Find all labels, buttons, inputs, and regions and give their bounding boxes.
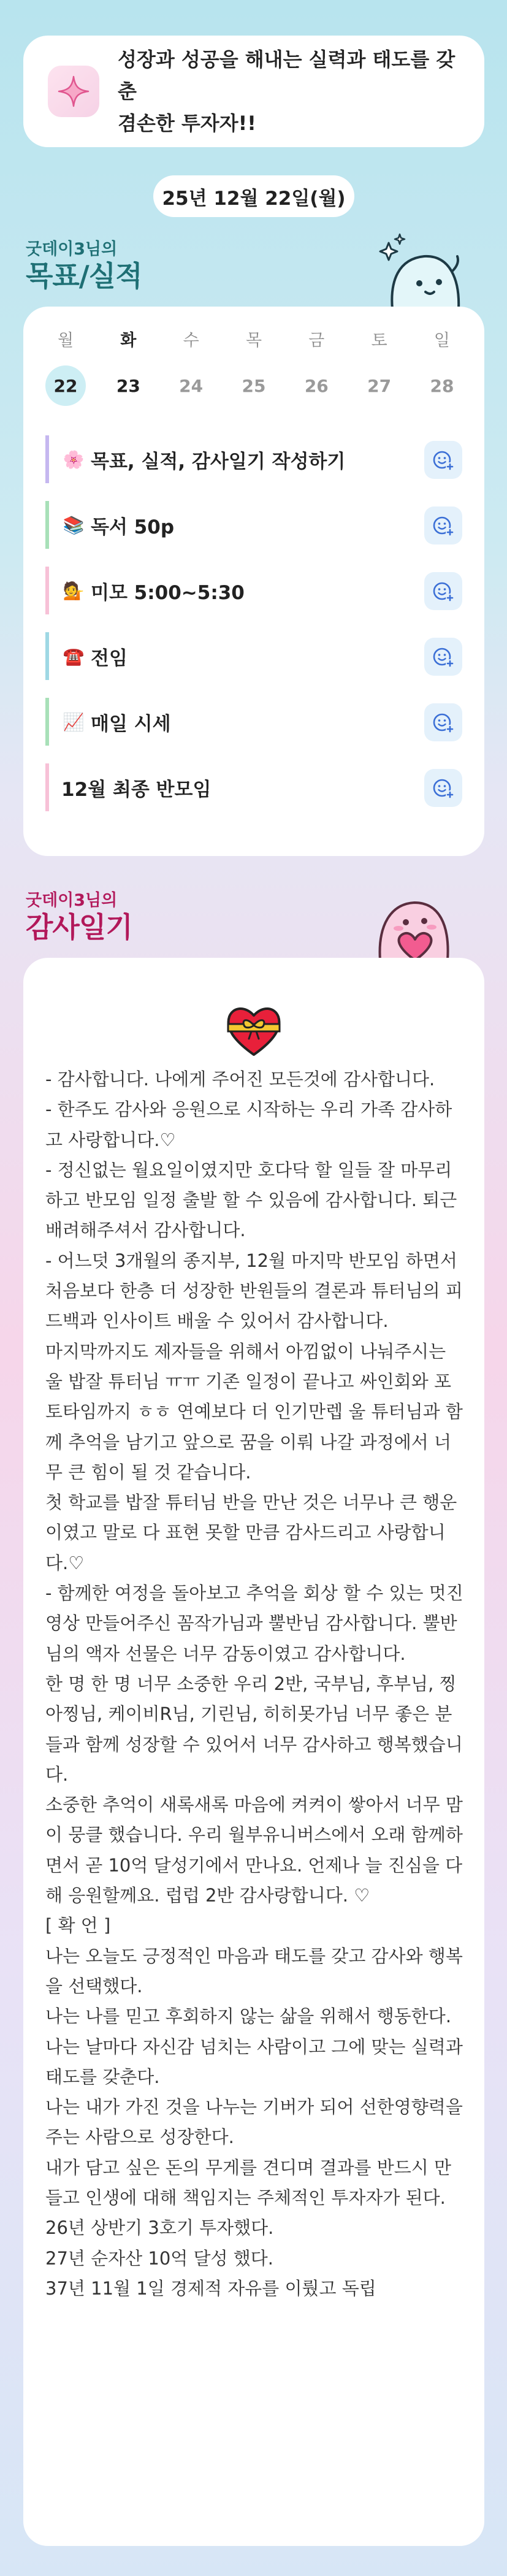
smiley-plus-icon: [431, 710, 456, 735]
gratitude-journal-text: - 감사합니다. 나에게 주어진 모든것에 감사합니다. - 한주도 감사와 응원으로 시작하는 우리 가족 감사하고 사랑합니다.♡ - 정신없는 월요일이였지만 호다닥 할 일들 잘 마무리하고 반모임 일정 출발 할 수 있음에 감사합니다. 퇴근 배려해주셔서 감사합니다. - 어느덧 3개월의 종지부, 12월 마지막 반모임 하면서 처음보다 한층 더 성장한 반원들의 결론과 튜터님의 피드백과 인사이트 배울 수 있어서 감사합니다. 마지막까지도 제자들을 위해서 아낌없이 나눠주시는 울 밥잘 튜터님 ㅠㅠ 기존 일정이 끝나고 싸인회와 포토타임까지 ㅎㅎ 연예보다 더 인기만렙 울 튜터님과 함께 추억을 남기고 앞으로 꿈을 이뤄 나갈 과정에서 너무 큰 힘이 될 것 같습니다. 첫 학교를 밥잘 튜터님 반을 만난 것은 너무나 큰 행운이였고 말로 다 표현 못할 만큼 감사드리고 사랑합니다.♡ - 함께한 여정을 돌아보고 추억을 회상 할 수 있는 멋진 영상 만들어주신 꼼작가님과 뿔반님 감사합니다. 뿔반님의 액자 선물은 너무 감동이였고 감사합니다. 한 명 한 명 너무 소중한 우리 2반, 국부님, 후부님, 찡아찡님, 케이비R님, 기린님, 히히못가님 너무 좋은 분들과 함께 성장할 수 있어서 너무 감사하고 행복했습니다. 소중한 추억이 새록새록 마음에 켜켜이 쌓아서 너무 맘이 뭉클 했습니다. 우리 월부유니버스에서 오래 함께하면서 곧 10억 달성기에서 만나요. 언제나 늘 진심을 다해 응원할께요. 럽럽 2반 감사랑합니다. ♡ [ 확 언 ] 나는 오늘도 긍정적인 마음과 태도를 갖고 감사와 행복을 선택했다. 나는 나를 믿고 후회하지 않는 삶을 위해서 행동한다. 나는 날마다 자신감 넘치는 사람이고 그에 맞는 실력과 태도를 갖춘다. 나는 내가 가진 것을 나누는 기버가 되어 선한영향력을 주는 사람으로 성장한다. 내가 담고 싶은 돈의 무게를 견디며 결과를 반드시 만들고 인생에 대해 책임지는 주체적인 투자자가 된다. 26년 상반기 3호기 투자했다. 27년 순자산 10억 달성 했다. 37년 11월 1일 경제적 자유를 이뤘고 독립: [45, 1069, 463, 2299]
day-name: 화: [120, 331, 137, 350]
day-number[interactable]: 27: [367, 375, 392, 396]
day-name: 목: [245, 331, 262, 350]
day-number-selected[interactable]: 22: [45, 365, 86, 406]
mascot-peek-icon: [368, 232, 466, 309]
goals-subtitle: 굿데이3님의: [26, 240, 118, 259]
motto-banner: [23, 36, 484, 147]
add-reaction-button[interactable]: [424, 638, 462, 676]
day-number[interactable]: 26: [304, 375, 329, 396]
task-label: 매일 시세: [91, 713, 171, 735]
motto-text: 성장과 성공을 해내는 실력과 태도를 갖춘 겸손한 투자자!!: [118, 48, 456, 135]
day-name: 금: [308, 331, 325, 350]
calendar-day[interactable]: [421, 329, 463, 406]
add-reaction-button[interactable]: [424, 572, 462, 610]
task-label: 목표, 실적, 감사일기 작성하기: [91, 450, 346, 473]
telephone-icon: ☎️: [63, 646, 85, 667]
gratitude-card: [23, 958, 484, 2546]
mascot-heart-icon: [367, 883, 459, 960]
day-name: 월: [57, 331, 74, 350]
task-item[interactable]: [45, 698, 462, 746]
chart-increasing-icon: 📈: [63, 711, 85, 732]
calendar-day[interactable]: [358, 329, 401, 406]
day-number[interactable]: 28: [430, 375, 454, 396]
task-item[interactable]: [45, 632, 462, 680]
person-icon: 💁: [63, 580, 85, 601]
calendar-day[interactable]: [295, 329, 338, 406]
gratitude-title: 감사일기: [26, 911, 132, 944]
calendar-day[interactable]: [107, 329, 150, 406]
task-item[interactable]: [45, 763, 462, 811]
smiley-plus-icon: [431, 579, 456, 603]
task-label: 독서 50p: [91, 516, 175, 538]
smiley-plus-icon: [431, 448, 456, 472]
goals-section-header: [26, 240, 142, 293]
heart-gift-icon: [223, 1001, 284, 1060]
flower-icon: 🌸: [63, 449, 85, 470]
day-name: 토: [371, 331, 387, 350]
task-item[interactable]: [45, 567, 462, 614]
add-reaction-button[interactable]: [424, 506, 462, 545]
calendar-day[interactable]: [170, 329, 213, 406]
calendar-day[interactable]: [44, 329, 87, 406]
smiley-plus-icon: [431, 644, 456, 669]
smiley-plus-icon: [431, 776, 456, 800]
day-name: 수: [183, 331, 199, 350]
week-calendar: [44, 329, 463, 406]
gratitude-section-header: [26, 892, 132, 944]
task-label: 12월 최종 반모임: [61, 778, 212, 801]
smiley-plus-icon: [431, 513, 456, 538]
goals-title: 목표/실적: [26, 259, 142, 292]
day-name: 일: [433, 331, 451, 350]
calendar-day[interactable]: [232, 329, 275, 406]
gratitude-subtitle: 굿데이3님의: [26, 891, 118, 910]
current-date[interactable]: 25년 12월 22일(월): [153, 175, 354, 217]
day-number[interactable]: 23: [116, 375, 140, 396]
day-number[interactable]: 25: [242, 375, 266, 396]
task-label: 전임: [91, 647, 128, 670]
sparkle-icon: [48, 66, 99, 117]
goals-card: [23, 307, 484, 856]
task-list: [45, 435, 462, 829]
books-icon: 📚: [63, 514, 85, 535]
add-reaction-button[interactable]: [424, 441, 462, 479]
add-reaction-button[interactable]: [424, 703, 462, 741]
task-label: 미모 5:00~5:30: [91, 581, 245, 604]
task-item[interactable]: [45, 435, 462, 483]
day-number[interactable]: 24: [179, 375, 204, 396]
add-reaction-button[interactable]: [424, 769, 462, 807]
task-item[interactable]: [45, 501, 462, 549]
